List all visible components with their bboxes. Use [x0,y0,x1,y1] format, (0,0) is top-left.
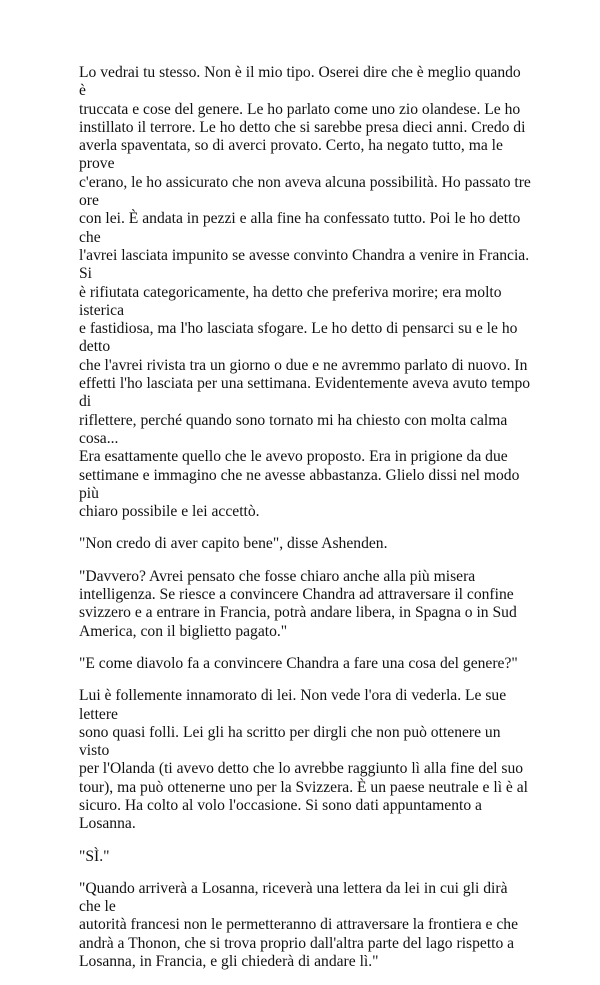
paragraph: Lo vedrai tu stesso. Non è il mio tipo. Oserei dire che è meglio quando è truccata e cose del genere. Le ho parlato come uno zio olandese. Le ho instillato il terrore. Le ho detto che si sarebbe presa dieci anni. Credo di averla spaventata, so di averci provato. Certo, ha negato tutto, ma le prove c'erano, le ho assicurato che non aveva alcuna possibilità. Ho passato tre ore con lei. È andata in pezzi e alla fine ha confessato tutto. Poi le ho detto che l'avrei lasciata impunito se avesse convinto Chandra a venire in Francia. Si è rifiutata categoricamente, ha detto che preferiva morire; era molto isterica e fastidiosa, ma l'ho lasciata sfogare. Le ho detto di pensarci su e le ho detto che l'avrei rivista tra un giorno o due e ne avremmo parlato di nuovo. In effetti l'ho lasciata per una settimana. Evidentemente aveva avuto tempo di riflettere, perché quando sono tornato mi ha chiesto con molta calma cosa... Era esattamente quello che le avevo proposto. Era in prigione da due settimane e immagino che ne avesse abbastanza. Glielo dissi nel modo più chiaro possibile e lei accettò. [79,64,531,521]
paragraph: "Davvero? Avrei pensato che fosse chiaro anche alla più misera intelligenza. Se riesce a convincere Chandra ad attraversare il confine svizzero e a entrare in Francia, potrà andare libera, in Spagna o in Sud America, con il biglietto pagato." [79,567,517,640]
document-page [79,64,531,985]
paragraph: Lui è follemente innamorato di lei. Non vede l'ora di vederla. Le sue lettere sono quasi folli. Lei gli ha scritto per dirgli che non può ottenere un visto per l'Olanda (ti avevo detto che lo avrebbe raggiunto lì alla fine del suo tour), ma può ottenerne uno per la Svizzera. È un paese neutrale e lì è al sicuro. Ha colto al volo l'occasione. Si sono dati appuntamento a Losanna. [79,687,528,833]
paragraph: "SÌ." [79,847,110,865]
paragraph: "Non credo di aver capito bene", disse Ashenden. [79,535,388,553]
paragraph: "Quando arriverà a Losanna, riceverà una lettera da lei in cui gli dirà che le autorità francesi non le permetteranno di attraversare la frontiera e che andrà a Thonon, che si trova proprio dall'altra parte del lago rispetto a Losanna, in Francia, e gli chiederà di andare lì." [79,879,518,971]
paragraph: "E come diavolo fa a convincere Chandra a fare una cosa del genere?" [79,654,518,672]
